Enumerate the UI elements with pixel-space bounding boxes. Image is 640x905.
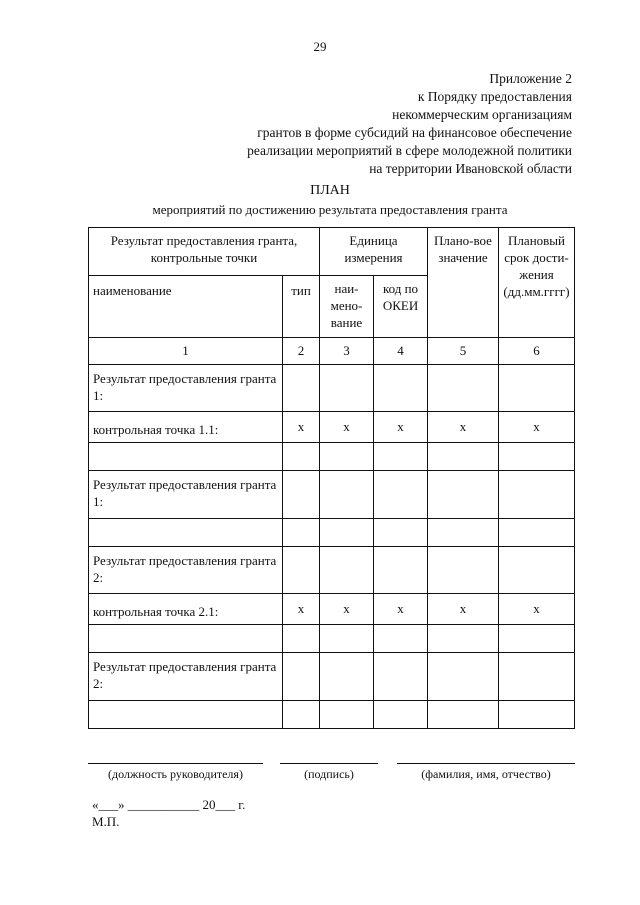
table-cell xyxy=(374,471,428,519)
table-cell xyxy=(499,443,575,471)
table-cell xyxy=(428,653,499,701)
table-cell xyxy=(499,365,575,412)
table-row xyxy=(89,443,575,471)
table-row xyxy=(89,365,575,412)
table-cell xyxy=(283,443,320,471)
position-caption: (должность руководителя) xyxy=(108,767,243,781)
table-cell xyxy=(283,547,320,594)
table-row xyxy=(89,471,575,519)
table-cell xyxy=(428,701,499,729)
row-label: Результат предоставления гранта 1: xyxy=(89,471,283,519)
row-label: контрольная точка 1.1: xyxy=(89,412,283,443)
table-row xyxy=(89,594,575,625)
header-unit: Единица измерения xyxy=(320,228,428,276)
table-cell: x xyxy=(499,594,575,625)
table-cell: x xyxy=(283,412,320,443)
table-cell xyxy=(283,653,320,701)
table-cell xyxy=(428,519,499,547)
header-row-1 xyxy=(89,228,575,276)
row-label xyxy=(89,443,283,471)
table-cell xyxy=(499,701,575,729)
table-cell xyxy=(283,701,320,729)
table-cell: x xyxy=(374,594,428,625)
table-cell: x xyxy=(499,412,575,443)
row-label: Результат предоставления гранта 2: xyxy=(89,653,283,701)
table-cell xyxy=(499,625,575,653)
header-planned-date: Плановый срок дости-жения (дд.мм.гггг) xyxy=(499,228,575,338)
table-cell xyxy=(283,625,320,653)
appendix-line: реализации мероприятий в сфере молодежной политики xyxy=(247,143,572,158)
table-cell xyxy=(428,471,499,519)
table-cell xyxy=(374,653,428,701)
table-cell xyxy=(499,547,575,594)
table-cell xyxy=(320,471,374,519)
column-number-row xyxy=(89,338,575,365)
row-label xyxy=(89,701,283,729)
appendix-line: к Порядку предоставления xyxy=(417,89,572,104)
column-number: 3 xyxy=(320,338,374,365)
table-cell xyxy=(320,443,374,471)
table-cell: x xyxy=(283,594,320,625)
table-cell xyxy=(374,365,428,412)
stamp-place: М.П. xyxy=(92,814,120,829)
header-unit-name: наи-мено-вание xyxy=(320,276,374,338)
table-row xyxy=(89,653,575,701)
column-number: 6 xyxy=(499,338,575,365)
table-cell: x xyxy=(428,594,499,625)
table-cell xyxy=(320,701,374,729)
name-caption: (фамилия, имя, отчество) xyxy=(421,767,551,781)
document-subtitle: мероприятий по достижению результата предоставления гранта xyxy=(152,202,508,217)
column-number: 2 xyxy=(283,338,320,365)
table-cell xyxy=(374,547,428,594)
signature-caption: (подпись) xyxy=(304,767,354,781)
table-cell xyxy=(499,471,575,519)
column-number: 1 xyxy=(89,338,283,365)
header-name: наименование xyxy=(89,276,283,338)
table-row xyxy=(89,412,575,443)
table-cell: x xyxy=(374,412,428,443)
table-row xyxy=(89,519,575,547)
table-row xyxy=(89,701,575,729)
column-number: 4 xyxy=(374,338,428,365)
table-cell xyxy=(428,547,499,594)
table-cell: x xyxy=(320,594,374,625)
table-cell xyxy=(499,653,575,701)
header-okei: код по ОКЕИ xyxy=(374,276,428,338)
table-cell: x xyxy=(320,412,374,443)
header-type: тип xyxy=(283,276,320,338)
column-number: 5 xyxy=(428,338,499,365)
table-cell xyxy=(320,653,374,701)
appendix-header xyxy=(247,70,572,178)
row-label xyxy=(89,625,283,653)
row-label: Результат предоставления гранта 1: xyxy=(89,365,283,412)
header-result-points: Результат предоставления гранта, контрольные точки xyxy=(89,228,320,276)
table-cell: x xyxy=(428,412,499,443)
table-row xyxy=(89,547,575,594)
date-line: «___» ___________ 20___ г. xyxy=(92,797,246,812)
appendix-line: грантов в форме субсидий на финансовое обеспечение xyxy=(257,125,572,140)
table-cell xyxy=(283,365,320,412)
document-title: ПЛАН xyxy=(310,183,350,198)
row-label: Результат предоставления гранта 2: xyxy=(89,547,283,594)
signature-line xyxy=(280,763,378,764)
table-cell xyxy=(320,365,374,412)
appendix-line: некоммерческим организациям xyxy=(392,107,572,122)
position-signature-line xyxy=(88,763,263,764)
table-cell xyxy=(374,625,428,653)
row-label xyxy=(89,519,283,547)
table-row xyxy=(89,625,575,653)
table-cell xyxy=(283,519,320,547)
table-cell xyxy=(320,547,374,594)
table-cell xyxy=(499,519,575,547)
table-cell xyxy=(428,443,499,471)
appendix-line: на территории Ивановской области xyxy=(369,161,572,176)
header-planned-value: Плано-вое значение xyxy=(428,228,499,338)
table-cell xyxy=(428,365,499,412)
table-cell xyxy=(374,443,428,471)
table-cell xyxy=(374,519,428,547)
table-cell xyxy=(374,701,428,729)
row-label: контрольная точка 2.1: xyxy=(89,594,283,625)
table-cell xyxy=(428,625,499,653)
table-cell xyxy=(320,625,374,653)
table-cell xyxy=(283,471,320,519)
name-signature-line xyxy=(397,763,575,764)
page-number: 29 xyxy=(313,39,327,54)
plan-table xyxy=(88,227,575,729)
appendix-line: Приложение 2 xyxy=(489,71,572,86)
table-cell xyxy=(320,519,374,547)
